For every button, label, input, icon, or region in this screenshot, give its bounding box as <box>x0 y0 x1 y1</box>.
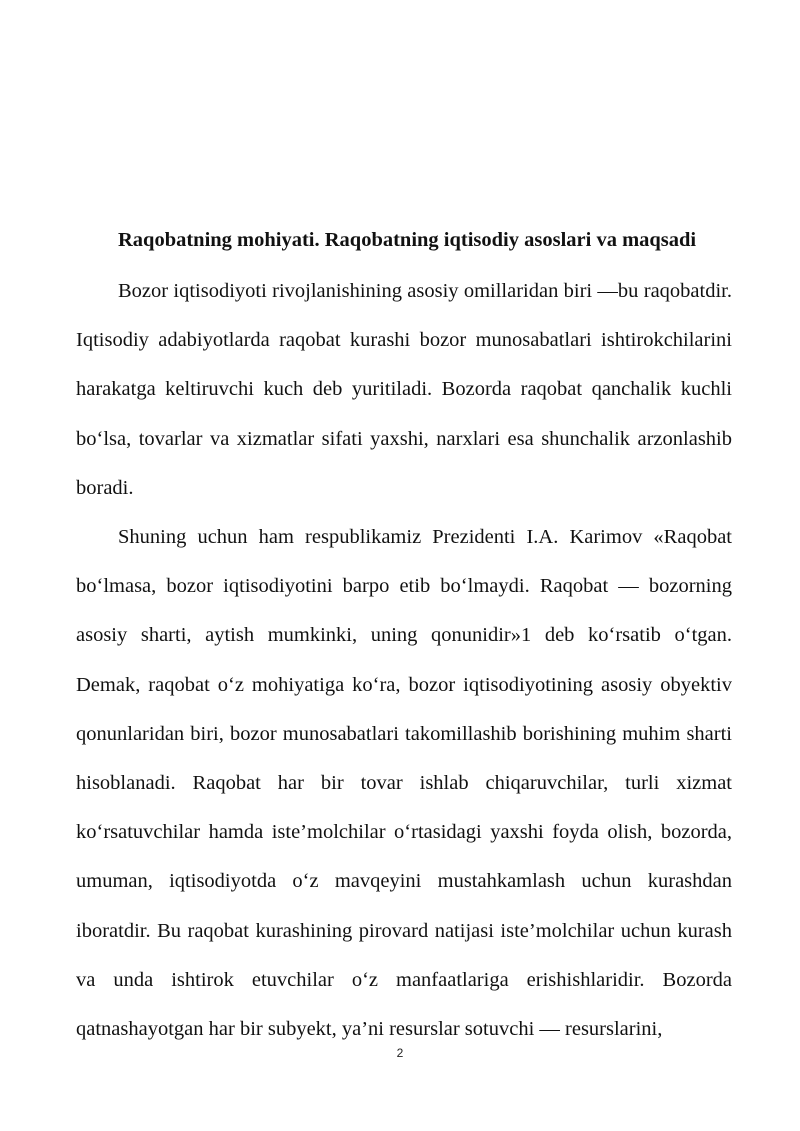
document-body <box>76 222 732 1054</box>
page-number: 2 <box>396 1046 404 1060</box>
paragraph-2: Shuning uchun ham respublikamiz Prezidenti I.A. Karimov «Raqobat bo‘lmasa, bozor iqtisodiyotini barpo etib bo‘lmaydi. Raqobat — bozorning asosiy sharti, aytish mumkinki, uning qonunidir»1 deb ko‘rsatib o‘tgan. Demak, raqobat o‘z mohiyatiga ko‘ra, bozor iqtisodiyotining asosiy obyektiv qonunlaridan biri, bozor munosabatlari takomillashib borishining muhim sharti hisoblanadi. Raqobat har bir tovar ishlab chiqaruvchilar, turli xizmat ko‘rsatuvchilar hamda iste’molchilar o‘rtasidagi yaxshi foyda olish, bozorda, umuman, iqtisodiyotda o‘z mavqeyini mustahkamlash uchun kurashdan iboratdir. Bu raqobat kurashining pirovard natijasi iste’molchilar uchun kurash va unda ishtirok etuvchilar o‘z manfaatlariga erishishlaridir. Bozorda qatnashayotgan har bir subyekt, ya’ni resurslar sotuvchi — resurslarini, <box>76 526 732 1041</box>
paragraph-1: Bozor iqtisodiyoti rivojlanishining asosiy omillaridan biri —bu raqobatdir. Iqtisodiy adabiyotlarda raqobat kurashi bozor munosabatlari ishtirokchilarini harakatga keltiruvchi kuch deb yuritiladi. Bozorda raqobat qanchalik kuchli bo‘lsa, tovarlar va xizmatlar sifati yaxshi, narxlari esa shunchalik arzonlashib boradi. <box>76 280 732 499</box>
section-heading: Raqobatning mohiyati. Raqobatning iqtisodiy asoslari va maqsadi <box>118 229 697 251</box>
